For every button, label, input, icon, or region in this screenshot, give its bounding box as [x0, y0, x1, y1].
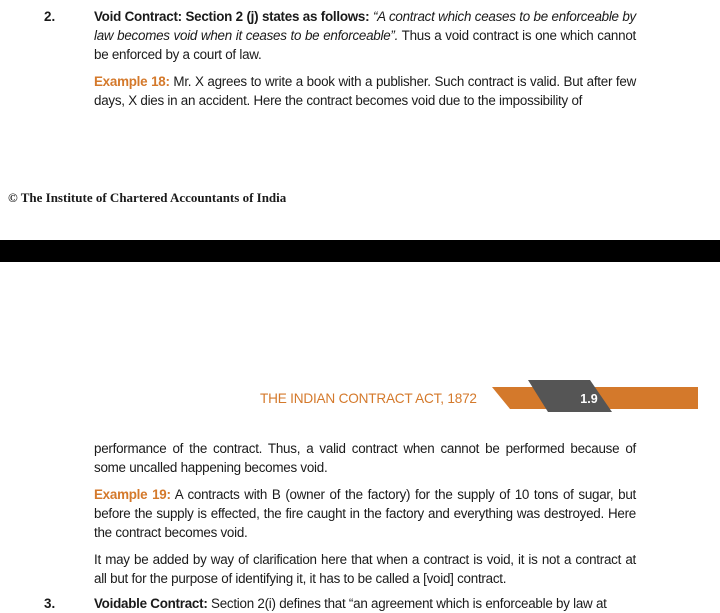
example-19-label: Example 19: [94, 487, 171, 502]
continuation-paragraph: performance of the contract. Thus, a valid contract when cannot be performed because of some uncalled happening becomes void. [94, 441, 636, 475]
clarification-paragraph: It may be added by way of clarification here that when a contract is void, it is not a contract at all but for the purpose of identifying it, it has to be called a [void] contract. [94, 552, 636, 586]
page-number: 1.9 [580, 392, 598, 406]
void-contract-heading: Void Contract: Section 2 (j) states as follows: [94, 9, 370, 24]
example-19-text: A contracts with B (owner of the factory) for the supply of 10 tons of sugar, but before the supply is effected, the fire caught in the factory and everything was destroyed. Here the contract becomes void. [94, 487, 636, 540]
example-18-text: Mr. X agrees to write a book with a publisher. Such contract is valid. But after few days, X dies in an accident. Here the contract becomes void due to the impossibility of [94, 74, 636, 108]
next-item-number: 3. [44, 596, 56, 611]
voidable-contract-text: Section 2(i) defines that “an agreement which is enforceable by law at [207, 596, 607, 611]
voidable-contract-paragraph [94, 594, 636, 613]
item-number: 2. [44, 9, 56, 24]
example-18-paragraph [94, 72, 636, 110]
void-contract-text: Thus a void contract is one which cannot be enforced by a court of law. [94, 28, 636, 62]
example-18-label: Example 18: [94, 74, 170, 89]
example-19-paragraph [94, 485, 636, 542]
voidable-contract-heading: Voidable Contract: [94, 596, 208, 611]
void-contract-paragraph [94, 7, 636, 64]
chapter-title: THE INDIAN CONTRACT ACT, 1872 [260, 391, 477, 406]
page-break-bar [0, 240, 720, 262]
void-contract-quote: “A contract which ceases to be enforceable by law becomes void when it ceases to be enforceable”. [94, 9, 636, 43]
copyright-footer: © The Institute of Chartered Accountants of India [8, 190, 287, 205]
